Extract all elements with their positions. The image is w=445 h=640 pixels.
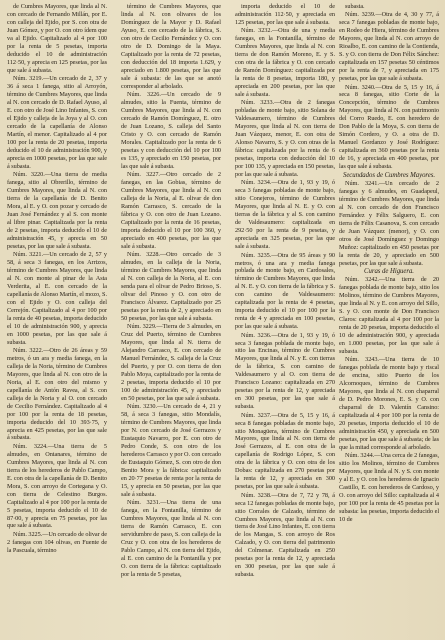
paragraph: Núm. 3231.—Una tierra de una fanega, en la Fontanilla, término de Cumbres Mayores, que linda al N. con tierra de Ramón Carrasco, E. con servidumbre de paso, S. con calleja de la Cruz y O. con otra de los herederos de Pablo Campo, al N. con tierra del Ejido, al E. con camino de la Fontanilla y por O. con tierra de la fábrica: capitalizado por la renta de 5 pesetas, <box>121 499 221 578</box>
paragraph: Núm. 3242.—Una tierra de 20 fanegas poblada de monte bajo, sitio los Molinos, término de Cumbres Mayores, que linda al N. y E. con arroyo del Sillo, S. y O. con monte de Don Francisco Claros: capitalizada al 4 por 100 por la renta de 20 pesetas, importa deducido el 10 de administración 900, y apreciada en 1.000 pesetas, por las que sale á subasta. <box>339 276 439 355</box>
paragraph: Núm. 3239.—Otra de 4, 30 y 77, á seca 7 fanegas pobladas de monte bajo, en Rodeo de Hiera, término de Cumbres Mayores, que linda al N. con arroyo de Rioalbo, E. con camino de la Contienda, S. y O. con tierra de Don Félix Sánchez: capitalizada en 157 pesetas 50 céntimos por la renta de 7, y apreciada en 175 pesetas, por las que sale á subasta. <box>339 11 439 83</box>
paragraph: Núm. 3226.—Un cercado de 9 almudes, sitio la Fuenta, término de Cumbres Mayores, que linda al N. con cercado de Ramón Domínguez, E. otro de Juan Lozano, S. calleja del Santo Cristo y O. con cercado de Ramón Morales. Capitalizado por la renta de 6 pesetas y con deducción del 10 por 100 es 135, y apreciado en 150 pesetas, por las que sale á subasta. <box>121 90 221 170</box>
paragraph: Núm. 3219.—Un cercado de 2, 37 y 36 á seca 1 fanega, sitio al Arroyón, término de Cumbres Mayores, que linda al N. con cercado de D. Rafael Ayuso, al E. con otro de José Lino Infantes, S. con el Ejido y calleja de la Joya y al O. con cercado de la capellanía de Alonso Martín, el menor. Capitalizado al 4 por 100 por la renta de 20 pesetas, importa deducido el 10 de administración 900, y aprecia en 1000 pesetas, por las que sale á subasta. <box>7 75 107 170</box>
paragraph: Núm. 3221.—Un cercado de 2, 57 y 58, á seca 3 fanegas, en los Arrizos, término de Cumbres Mayores, que linda al N. con monte al pinar de la Asta Verderita, al E. con cercado de la capellanía de Alonso Martín, el mozo, S. con el Ejido y O. con calleja del Cerrejón. Capitalizado al 4 por 100 por la renta de 40 pesetas, importa deducido el 10 de administración 900, y aprecia en 1000 pesetas, por las que sale á subasta. <box>7 251 107 346</box>
paragraph: Núm. 3229.—Tierra de 3 almudes, en Cruz del Puerto, término de Cumbres Mayores, que linda al N. tierra de Alejandro Carrasco, E. con cercado de Manuel Fernández, S. calleja de la Cruz del Puerto, y por O. con tierra de don Pablo Moya, capitalizado por la renta de 2 pesetas, importa deducido el 10 por 100 de administración 45, y apreciado en 50 pesetas, por las que sale á subasta. <box>121 323 221 402</box>
paragraph: Núm. 3241.—Un cercado de 2 fanegas y 6 almudes, en Guadapeul, término de Cumbres Mayores, que linda al N. con cercado de don Francisco Fernández y Félix Salguero, E. con tierra de Félix Casanova, S. con cercado de Juan Vázquez (menor), y O. con otros de José Domínguez y Domingo Muñoz: capitalizado en 450 pesetas por la renta de 20, y apreciado en 500 pesetas, por las que sale á subasta. <box>339 179 439 267</box>
paragraph: término de Cumbres Mayores, que linda al N. con olivares de los Domínguez de la Mayor y D. Rafael Ayuso, E. con cercado de la fábrica, S. con otro de Cecilio Fernández y O. con otro de D. Domingo de la Maya. Capitalizado por la renta de 72 pesetas, con deducción del 18 importa 1.629, y apreciado en 1.800 pesetas, por las que sale á subasta: de las que se anotó corresponder al arbolado. <box>121 3 221 90</box>
paragraph: Núm. 3235.—Otra de 95 áreas y 90 metros, ó una ara y media fanega poblada de monte bajo, en Cardosales, término de Cumbres Mayores, que linda al N. E. y O. con tierra de la fábrica y S. con camino de Valdesaumero: capitalizada por la renta de 4 pesetas, importa deducido el 10 por 100 por la renta de 4 y apreciada en 100 pesetas, por las que sale á subasta. <box>235 251 335 331</box>
paragraph: Núm. 3237.—Otra de 5, 15 y 16, á seca 8 fanegas pobladas de monte bajo, sitio Monagüera, término de Cumbres Mayores, que linda al N. con tierra de José Gerrazos, al E. con otra de la capellanía de Rodrigo López, S. con otra de la fábrica y O. con otra de los Dobas: capitalizada en 270 pesetas por la renta de 12, y apreciada en 300 pesetas, por las que sale á subasta. <box>235 411 335 491</box>
paragraph: Núm. 3227.—Otro cercado de 2 fanegas, en las Gobias, término de Cumbres Mayores, que linda al N. con calleja de la Noria, al E. olivar de don Ramón Carrasco, S. cercado de la fábrica y O. con otro de Juan Lozano. Capitalizado por la renta de 16 pesetas, importa deducido el 10 por 100 360, y apreciado en 400 pesetas, por las que sale á subasta. <box>121 171 221 250</box>
paragraph: Núm. 3228.—Otro cercado de 3 almudes, en la calleja de la Noria, término de Cumbres Mayores, que linda al N. con calleja de la Noria, al E. con senda para el olivar de Pedro Brioso, S. olivar del Pinoso y O. con otro de Francisco Álvarez. Capitalizado por 25 pesetas por la renta de 2, y apreciado en 50 pesetas, por las que sale á subasta. <box>121 251 221 322</box>
text-column-1 <box>7 3 107 555</box>
section-heading: Secundados de Cumbres Mayores. <box>342 171 435 179</box>
text-column-2 <box>121 3 221 579</box>
paragraph: subasta. <box>345 3 365 10</box>
text-column-3 <box>235 3 335 580</box>
text-column-4 <box>339 3 439 524</box>
paragraph: Núm. 3244.—Una cerca de 2 fanegas, sitio los Molinos, término de Cumbres Mayores, que linda al N. y S. con monte y al E. y O. con los herederos de Ignacio Castillo, E. con herederos de Cardoso, y O. con arroyo del Sillo: capitalizada al 4 por 100 por la renta de 45 pesetas por la subasta: las pesetas, importa deducido el 10 de <box>339 452 439 523</box>
paragraph: Núm. 3233.—Otra de 2 fanegas pobladas de monte bajo, sitio Solana de Valdesaumero, término de Cumbres Mayores, que linda al N. con tierra de Juan Vázquez, menor, E. con otra de Alonso Navarro, S. y O. con otras de la fábrica: capitalizada por la renta de 6 pesetas, importa con deducción del 10 por 100 135, y apreciada en 150 pesetas, por las que sale á subasta. <box>235 99 335 179</box>
paragraph: Núm. 3238.—Otra de 7, 72 y 78, á seca 12 fanegas pobladas de monte bajo, sitio Corrales de Calzado, término de Cumbres Mayores, que linda al N. con tierra de José Lino Infantes, E. con tierra de los Mangas, S. con arroyo de Ros Calzado, y O. con tierra del patrimonio del Colmenar. Capitalizada en 250 pesetas por la renta de 12, y apreciada en 300 pesetas, por las que sale á subasta. <box>235 491 335 579</box>
paragraph: Núm. 3240.—Otra de 5, 15 y 16, á seca 8 fanegas, sitio Corte de la Concepción, término de Cumbres Mayores, que linda al N. con patrimonio del Corro Ruedo, E. con heredero de Don Pablo de la Moya, S. con tierra de Simón Cordero, y O. a otra de D. Manuel Gordanzo y José Rodríguez: capitalizada en 360 pesetas por la renta de 16, y apreciada en 400 pesetas, por las que sale á subasta. <box>339 83 439 171</box>
paragraph: Núm. 3230.—Un cercado de 4, 21 y 58, á seca 3 fanegas, sitio Mondalís, término de Cumbres Mayores, que linda por N. con cercado de José Gerrazos y Eustaquio Navarro, por E. con otro de Pedro Conde, S. con otro de los herederos Carrasco y por O. con cercado de Eustaquio Gómez, S. con otro de don Benito Mora y la fábrica: capitalizado en 20·77 pesetas de renta por la renta de 15, y aprecia en 50 pesetas, por las que sale á subasta. <box>121 403 221 498</box>
paragraph: Núm. 3224.—Una tierra de 5 almudes, en Ontanares, término de Cumbres Mayores, que linda al N. con tierra de los herederos de Pablo Campo, E. con otra de la capellanía de D. Benito Mora, S. con arroyo de Cortegana y O. con tierra de Celestino Burgos. Capitalizado al 4 por 100 por la renta de 5 pesetas, importa deducido el 10 de 87·00, y aprecia en 75 pesetas, por las que sale á subasta. <box>7 442 107 530</box>
paragraph: Núm. 3225.—Un cercado de olivar de 2 fanegas con 104 olivas, en Fuente de la Pascuala, término <box>7 530 107 554</box>
section-heading: Curas de Higuera. <box>364 267 414 275</box>
paragraph: Núm. 3236.—Otra de 1, 93 y 19, ó seca 3 fanegas poblada de monte bajo, sitio las Encinas, término de Cumbres Mayores, que linda al N. y E. con tierras de la fábrica, S. con camino de Valdesaumero y al O. con tierra de Francisco Lozano: capitalizada en 270 pesetas por la renta de 12, y apreciada en 300 pesetas, por las que sale á subasta. <box>235 331 335 411</box>
paragraph: importa deducido el 10 de administración 112·50, y apreciada en 125 pesetas, por las que sale á subasta. <box>235 3 335 26</box>
paragraph: Núm. 3220.—Una tierra de media fanega, sitio al Obrerillo, término de Cumbres Mayores, que linda al N. con tierra de la capellanía de D. Benito Mora, al E. y O. con pozar y cercado de Juan José Fernández y al S. con monte al libre pinar. Capitalizada por la renta de 2 pesetas, importa deducido el 10 de administración 45, y aprecia en 50 pesetas, por las que sale á subasta. <box>7 171 107 250</box>
paragraph: Núm. 3243.—Una tierra de 10 fanegas poblada de monte bajo y riscal de encina, sitio Puerto de los Alcornoques, término de Cumbres Mayores, que linda al N. con chaparral de D. Pedro Morones, E. S. y O. con chaparral de D. Valentín Cansino: capitalizada al 4 por 100 por la renta de 20 pesetas, importa deducido el 10 de administración 450, y apreciada en 500 pesetas, por las que sale á subasta; de las que la mitad corresponde al arbolado. <box>339 356 439 451</box>
paragraph: Núm. 3222.—Otro de 26 áreas y 59 metros, ó un ara y media fanega, en la calleja de la Noria, término de Cumbres Mayores, que linda al N. con otro de la Noria, al E. con otro del mismo y capellanía de Antón Ravea, al S. con calleja de la Noria y al O. con cercado de Cecilio Fernández. Capitalizado al 4 por 100 por la renta de 18 pesetas, importa deducido del 10 393·75, y aprecia en 425 pesetas, por las que sale á subasta. <box>7 346 107 442</box>
paragraph: de Cumbres Mayores, que linda al N. con cercado de Fernando Millán, por E. con calleja del Ejido, por S. con otra de Juan Gómez, y por O. con otro ídem que va al Ejido. Capitalizado al 4 por 100 por la renta de 5 pesetas, importa deducido el 10 de administración 112·50, y aprecia en 125 pesetas, por las que sale á subasta. <box>7 3 107 74</box>
paragraph: Núm. 3234.—Otra de 1, 93 y 19, ó seca 3 fanegas pobladas de monte bajo, sitio Conejeros, término de Cumbres Mayores, que linda al N. E. y O. con tierras de la fábrica y al S. con camino de Valdesaumero: capitalizada en 292·50 por la renta de 9 pesetas, y apreciada en 325 pesetas, por las que sale á subasta. <box>235 179 335 251</box>
paragraph: Núm. 3232.—Otra de una y media fanegas, en la Fontanilla, término de Cumbres Mayores, que linda al N. con tierra de don Ramón Moreno, E. y S. con otra de la fábrica y O. con cercado de Ramón Domínguez: capitalizada por la renta de 8 pesetas, importa 180, y apreciada en 200 pesetas, por las que sale á subasta. <box>235 27 335 98</box>
